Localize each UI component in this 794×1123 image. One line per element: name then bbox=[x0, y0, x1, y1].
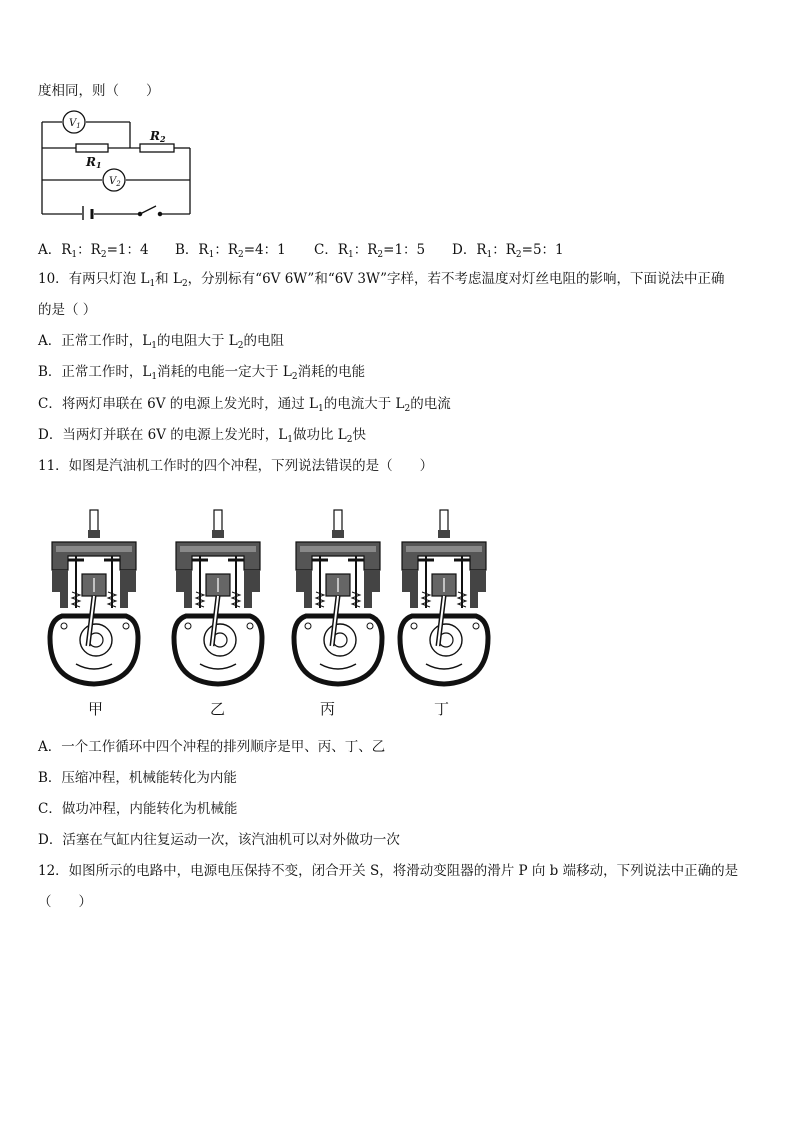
q10-option-a[interactable]: A．正常工作时，$L_1$的电阻大于 $L_2$的电阻 bbox=[38, 333, 284, 351]
q12-stem: 12．如图所示的电路中，电源电压保持不变，闭合开关 S，将滑动变阻器的滑片 P 向 b 端移动，下列说法中正确的是 bbox=[38, 863, 739, 879]
q11-option-b[interactable]: B．压缩冲程，机械能转化为内能 bbox=[38, 770, 237, 786]
svg-text:R1: R1 bbox=[86, 155, 102, 170]
q10-option-d[interactable]: D．当两灯并联在 6V 的电源上发光时，$L_1$做功比 $L_2$快 bbox=[38, 427, 366, 445]
q11-option-c[interactable]: C．做功冲程，内能转化为机械能 bbox=[38, 801, 238, 817]
r2-label: R bbox=[150, 129, 160, 143]
v2-label: V bbox=[109, 176, 117, 187]
engine-label-4: 丁 bbox=[434, 700, 450, 718]
resistor-r1-icon bbox=[76, 144, 108, 152]
q9-option-c[interactable]: C．$R_1$：$R_2=1$：5 bbox=[314, 242, 426, 260]
q9-stem-tail: 度相同，则（ ） bbox=[38, 83, 160, 99]
v1-label: V bbox=[69, 118, 77, 129]
q11-option-d[interactable]: D．活塞在气缸内往复运动一次，该汽油机可以对外做功一次 bbox=[38, 832, 400, 848]
q10-stem-line1: 10．有两只灯泡 $L_1$和 $L_2$，分别标有“6V 6W”和“6V 3W”字样，若不考虑温度对灯丝电阻的影响，下面说法中正确 bbox=[38, 271, 725, 289]
switch-icon bbox=[138, 206, 161, 216]
engine-stroke-2-icon bbox=[170, 508, 266, 690]
engine-label-3: 丙 bbox=[320, 700, 336, 718]
q11-stem: 11．如图是汽油机工作时的四个冲程，下列说法错误的是（ ） bbox=[38, 458, 434, 474]
q12-stem-tail: （ ） bbox=[38, 894, 92, 910]
q10-option-c[interactable]: C．将两灯串联在 6V 的电源上发光时，通过 $L_1$的电流大于 $L_2$的电流 bbox=[38, 396, 451, 414]
battery-icon bbox=[83, 206, 92, 220]
svg-text:R2: R2 bbox=[150, 129, 166, 144]
engine-label-1: 甲 bbox=[88, 700, 104, 718]
engine-stroke-4-icon bbox=[396, 508, 492, 690]
engine-stroke-3-icon bbox=[290, 508, 386, 690]
engine-label-2: 乙 bbox=[210, 700, 226, 718]
svg-text:V1: $V_1$ bbox=[69, 118, 81, 130]
r1-label: R bbox=[86, 155, 96, 169]
q10-stem-line2: 的是（ ） bbox=[38, 302, 97, 318]
resistor-r2-icon bbox=[140, 144, 174, 152]
q9-option-d[interactable]: D．$R_1$：$R_2=5$：1 bbox=[452, 242, 564, 260]
svg-text:V2: $V_2$ bbox=[109, 176, 121, 188]
q9-option-a[interactable]: A．$R_1$：$R_2=1$：4 bbox=[38, 242, 149, 260]
q11-option-a[interactable]: A．一个工作循环中四个冲程的排列顺序是甲、丙、丁、乙 bbox=[38, 739, 386, 755]
q9-circuit-diagram bbox=[36, 110, 196, 220]
q10-option-b[interactable]: B．正常工作时，$L_1$消耗的电能一定大于 $L_2$消耗的电能 bbox=[38, 364, 366, 382]
engine-stroke-1-icon bbox=[46, 508, 142, 690]
q9-option-b[interactable]: B．$R_1$：$R_2=4$：1 bbox=[175, 242, 286, 260]
